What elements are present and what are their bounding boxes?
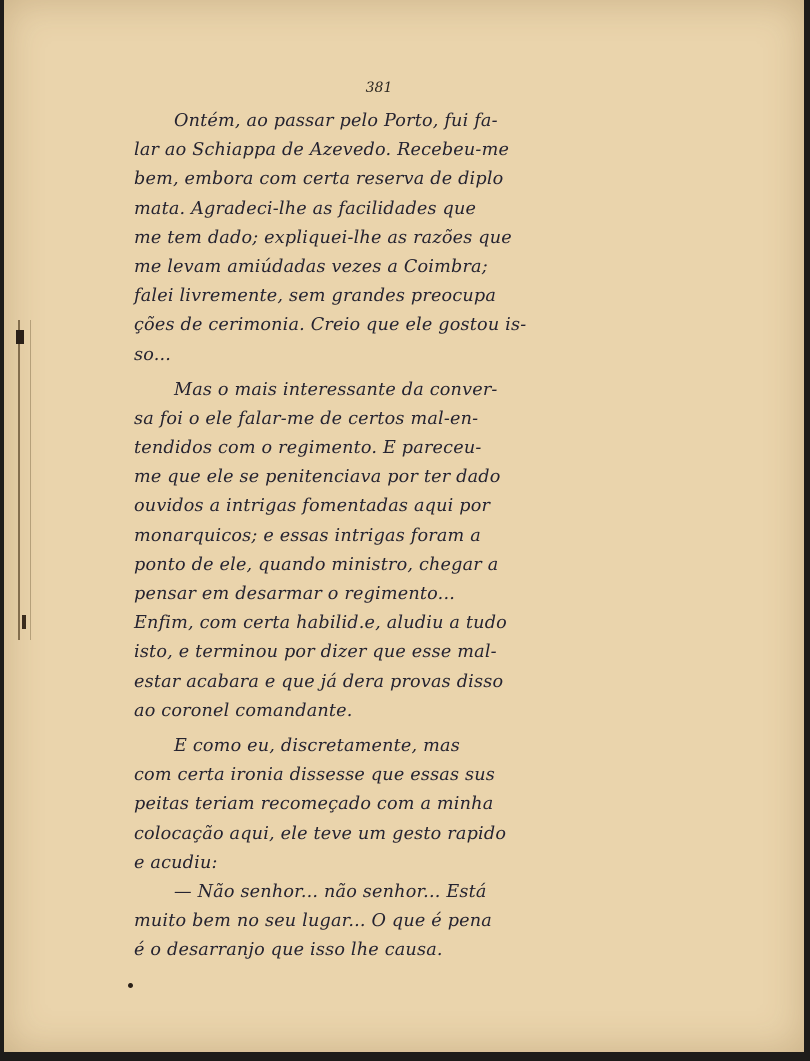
text-line: pensar em desarmar o regimento... [134,584,456,604]
text-line: me levam amiúdadas vezes a Coimbra; [134,256,488,277]
page-number: 381 [365,80,393,96]
text-line: com certa ironia dissesse que essas sus [134,765,496,786]
text-line: e acudiu: [134,852,218,873]
text-line: mata. Agradeci-lhe as facilidades que [134,198,477,219]
text-line: Enfim, com certa habilid.e, aludiu a tudo [134,613,507,634]
ink-spot [128,983,133,988]
text-line: bem, embora com certa reserva de diplo [134,169,504,190]
text-line: isto, e terminou por dizer que esse mal- [134,642,497,663]
text-line: Mas o mais interessante da conver- [174,379,498,400]
binding-mark [16,330,24,344]
text-line: colocação aqui, ele teve um gesto rapido [134,823,507,844]
text-line: peitas teriam recomeçado com a minha [134,794,494,815]
text-line: so... [134,344,172,365]
text-line: lar ao Schiappa de Azevedo. Recebeu-me [134,140,510,161]
text-line: ções de cerimonia. Creio que ele gostou is- [134,315,527,336]
paragraph-3 [134,732,614,966]
paragraph-1 [134,107,614,370]
text-line: E como eu, discretamente, mas [174,735,460,756]
text-line: ao coronel comandante. [134,700,353,721]
text-line: tendidos com o regimento. E pareceu- [134,438,482,459]
text-line: é o desarranjo que isso lhe causa. [134,940,443,961]
binding-edge [18,320,31,640]
text-line: me tem dado; expliquei-lhe as razões que [134,227,512,248]
text-line: ponto de ele, quando ministro, chegar a [134,554,499,575]
binding-mark-lower [22,615,26,629]
manuscript-page [4,0,804,1052]
text-line: sa foi o ele falar-me de certos mal-en- [134,408,479,429]
text-line: muito bem no seu lugar... O que é pena [134,911,492,932]
paragraph-2 [134,376,614,726]
text-line: monarquicos; e essas intrigas foram a [134,525,481,546]
text-line: ouvidos a intrigas fomentadas aqui por [134,496,491,517]
handwritten-text [134,107,614,965]
text-line: — Não senhor... não senhor... Está [174,881,487,902]
text-line: estar acabara e que já dera provas disso [134,671,504,692]
text-line: me que ele se penitenciava por ter dado [134,467,501,488]
text-line: falei livremente, sem grandes preocupa [134,286,497,307]
text-line: Ontém, ao passar pelo Porto, fui fa- [174,111,498,131]
